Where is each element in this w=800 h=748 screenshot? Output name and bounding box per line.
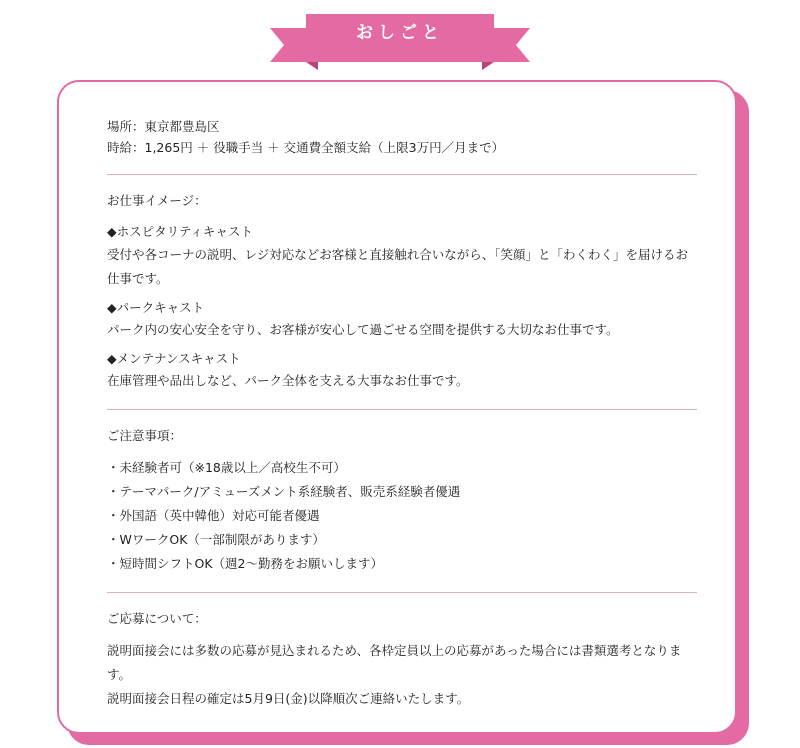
section-title: おしごと bbox=[356, 23, 444, 43]
role-title-park: ◆パークキャスト bbox=[107, 300, 205, 315]
job-card bbox=[57, 80, 737, 734]
note-item: ・未経験者可（※18歳以上／高校生不可） bbox=[107, 460, 346, 475]
note-item: ・短時間シフトOK（週2〜勤務をお願いします） bbox=[107, 556, 383, 571]
ribbon-left-fold bbox=[306, 62, 318, 70]
apply-heading: ご応募について： bbox=[107, 611, 207, 626]
role-title-maintenance: ◆メンテナンスキャスト bbox=[107, 351, 241, 366]
divider bbox=[107, 409, 697, 410]
role-desc-maintenance: 在庫管理や品出しなど、パーク全体を支える大事なお仕事です。 bbox=[107, 373, 469, 388]
role-title-hospitality: ◆ホスピタリティキャスト bbox=[107, 224, 253, 239]
notes-heading: ご注意事項： bbox=[107, 428, 183, 443]
divider bbox=[107, 174, 697, 175]
ribbon-right-fold bbox=[482, 62, 494, 70]
apply-text-screening: 説明面接会には多数の応募が見込まれるため、各枠定員以上の応募があった場合には書類選考となります。 bbox=[107, 643, 682, 682]
image-heading: お仕事イメージ： bbox=[107, 193, 207, 208]
location-text: 場所：東京都豊島区 bbox=[107, 119, 220, 134]
wage-text: 時給：1,265円 ＋ 役職手当 ＋ 交通費全額支給（上限3万円／月まで） bbox=[107, 140, 505, 155]
role-desc-park: パーク内の安心安全を守り、お客様が安心して過ごせる空間を提供する大切なお仕事です。 bbox=[107, 322, 619, 337]
note-item: ・テーマパーク/アミューズメント系経験者、販売系経験者優遇 bbox=[107, 484, 461, 499]
role-desc-hospitality: 受付や各コーナの説明、レジ対応などお客様と直接触れ合いながら、「笑顔」と「わくわく」を届けるお仕事です。 bbox=[107, 247, 688, 286]
note-item: ・WワークOK（一部制限があります） bbox=[107, 532, 325, 547]
apply-text-schedule: 説明面接会日程の確定は5月9日(金)以降順次ご連絡いたします。 bbox=[107, 691, 470, 706]
divider bbox=[107, 592, 697, 593]
note-item: ・外国語（英中韓他）対応可能者優遇 bbox=[107, 508, 320, 523]
card-content bbox=[107, 116, 697, 711]
